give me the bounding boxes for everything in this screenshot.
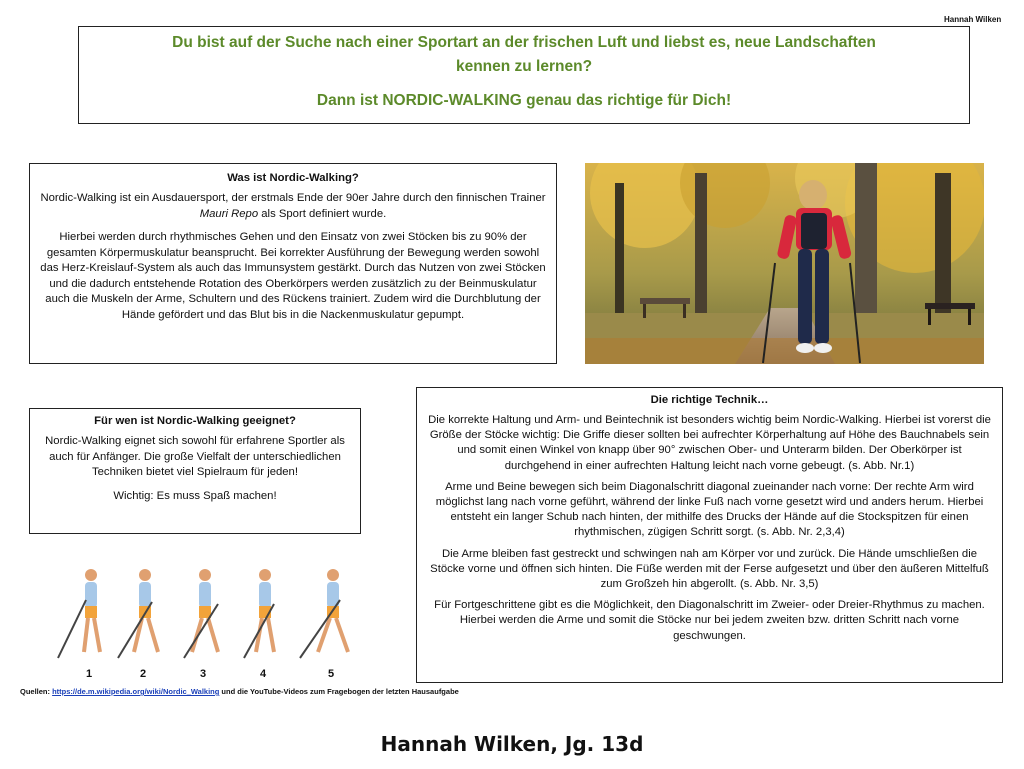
intro-banner bbox=[78, 26, 970, 124]
trainer-name: Mauri Repo bbox=[199, 207, 259, 220]
walker-figure-2 bbox=[118, 569, 158, 658]
sources-line bbox=[20, 687, 459, 696]
section-what-is bbox=[29, 163, 557, 364]
figure-number-2: 2 bbox=[140, 668, 147, 680]
section-paragraph: Nordic-Walking eignet sich sowohl für erfahrene Sportler als auch für Anfänger. Die große Vielfalt der unterschiedlichen Techniken bietet viel Spielraum für jeden! bbox=[45, 435, 345, 478]
section-technique bbox=[416, 387, 1003, 683]
author-name: Hannah Wilken bbox=[944, 15, 1002, 24]
section-paragraph: Wichtig: Es muss Spaß machen! bbox=[113, 489, 277, 502]
figure-number-1: 1 bbox=[86, 668, 93, 680]
section-title: Die richtige Technik… bbox=[650, 394, 769, 406]
sources-suffix: und die YouTube-Videos zum Fragebogen der letzten Hausaufgabe bbox=[219, 687, 459, 696]
figure-number-4: 4 bbox=[260, 668, 267, 680]
walker-figure-5 bbox=[300, 569, 348, 658]
text-run: als Sport definiert wurde. bbox=[258, 207, 387, 220]
section-who bbox=[29, 408, 361, 534]
walker-figures-illustration bbox=[48, 560, 368, 665]
wikipedia-link[interactable]: https://de.m.wikipedia.org/wiki/Nordic_Walking bbox=[52, 687, 220, 696]
sources-label: Quellen: bbox=[20, 687, 53, 696]
section-paragraph: Die Arme bleiben fast gestreckt und schwingen nah am Körper vor und zurück. Die Hände umschließen die Stöcke vorne und öffnen sich hinten. Die Füße werden mit der Ferse aufgesetzt und über den äußeren Mittelfuß zum Großzeh hin abgerollt. (s. Abb. Nr. 3,5) bbox=[430, 547, 989, 591]
section-paragraph: Die korrekte Haltung und Arm- und Beintechnik ist besonders wichtig beim Nordic-Walking. Hierbei ist vorerst die Größe der Stöcke wichtig: Die Griffe dieser sollten bei aufrechter Körperhaltung auf Höhe des Bauchnabels sein und somit einen Winkel von knapp über 90° zwischen Ober- und Unterarm bilden. Der Oberkörper ist durchgehend in einer aufrechten Haltung leicht nach vorne gebeugt. (s. Abb. Nr.1) bbox=[428, 414, 991, 472]
banner-line-3: Dann ist NORDIC-WALKING genau das richtige für Dich! bbox=[316, 92, 732, 109]
nordic-walking-photo bbox=[585, 163, 984, 364]
text-run: Nordic-Walking ist ein Ausdauersport, der erstmals Ende der 90er Jahre durch den finnischen Trainer bbox=[40, 192, 546, 204]
section-paragraph: Hierbei werden durch rhythmisches Gehen und den Einsatz von zwei Stöcken bis zu 90% der gesamten Körpermuskulatur beansprucht. Bei korrekter Ausführung der Bewegung werden sowohl das Herz-Kreislauf-System als auch das Immunsystem gestärkt. Durch das Nutzen von zwei Stöcken und die dadurch entstehende Rotation des Oberkörpers werden zusätzlich zu der Beinmuskulatur auch die Muskeln der Arme, Schultern und des Rückens trainiert. Zudem wird die Durchblutung der Hände gefördert und das Blut bis in die Nackenmuskulatur gepumpt. bbox=[40, 231, 546, 321]
walker-figure-3 bbox=[184, 569, 218, 658]
walker-figure-4 bbox=[244, 569, 274, 658]
section-paragraph bbox=[40, 191, 546, 222]
section-title: Für wen ist Nordic-Walking geeignet? bbox=[94, 415, 296, 427]
banner-line-2: kennen zu lernen? bbox=[455, 58, 593, 75]
walker-figure-1 bbox=[58, 569, 100, 658]
technique-figures bbox=[48, 560, 368, 686]
footer-author-class: Hannah Wilken, Jg. 13d bbox=[380, 732, 644, 756]
section-paragraph: Für Fortgeschrittene gibt es die Möglichkeit, den Diagonalschritt im Zweier- oder Dreier-Rhythmus zu machen. Hierbei werden die Arme und somit die Stöcke nur bei jedem zweiten bzw. dritten Schritt nach vorne geschwungen. bbox=[434, 599, 985, 642]
figure-number-5: 5 bbox=[328, 668, 335, 680]
banner-line-1: Du bist auf der Suche nach einer Sportart an der frischen Luft und liebst es, neue Landschaften bbox=[172, 34, 876, 51]
section-title: Was ist Nordic-Walking? bbox=[227, 172, 359, 184]
figure-number-3: 3 bbox=[200, 668, 207, 680]
section-paragraph: Arme und Beine bewegen sich beim Diagonalschritt diagonal zueinander nach vorne: Der rechte Arm wird möglichst lang nach vorne geführt, während der linke Fuß nach vorne gesetzt wird und anders herum. Hierbei entsteht ein langer Schub nach hinten, der mithilfe des Drucks der Hände auf die Stockspitzen für einen rhythmischen, zügigen Schritt sorgt. (s. Abb. Nr. 2,3,4) bbox=[435, 480, 984, 539]
